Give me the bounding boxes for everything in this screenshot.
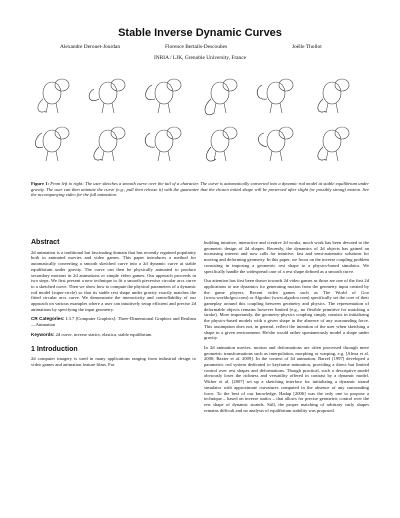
right-paragraph-3: In 2d animation movies, motion and deformations are often processed through mere geometric transformations such as interpolation, morphing or warping, e.g. [Alexa et al. 2000; Baxter et al. 2009]. In the context of 3d animation, Barzel [1997] developed a parametric rod system dedicated to keyframe animation, providing a direct but limited control over rest shapes and deformations. Though practical, such a descriptive model obviously loses the richness and versatility offered in contrast by a dynamic model. Wither et al. [2007] set up a sketching interface for initializing a dynamic strand simulator with approximate curvatures computed in the absence of any surrounding force. To the best of our knowledge, Hadap [2006] was the only one to propose a technique – based on inverse statics – that allows for precise geometric control over the rest shape of dynamic strands. Still, the proper matching of arbitrary curly shapes remains difficult and no analysis of equilibrium stability was proposed.	[204, 344, 369, 413]
keywords	[31, 332, 196, 338]
character-sketch	[318, 79, 349, 113]
right-column	[204, 240, 369, 417]
cr-text: I.3.7 [Computer Graphics]: Three-Dimensional Graphics and Realism—Animation	[31, 316, 196, 328]
author-name: Alexandre Derouet-Jourdan	[60, 44, 121, 50]
caption-text: From left to right: The user sketches a smooth curve over the tail of a character. The curve is automatically converted into a dynamic rod model at stable equilibrium under gravity. The user can then animate the curve (e.g., pull then release it) with the guarantee that the chosen initial shape will be preserved after slight (or possibly strong) motion. See the accompanying video for the full animation.	[31, 181, 370, 198]
character-sketch	[257, 79, 293, 113]
caption-label: Figure 1:	[31, 181, 49, 186]
left-column	[31, 240, 196, 372]
cr-label: CR Categories:	[31, 316, 65, 322]
character-sketch	[207, 127, 237, 161]
author-name: Joëlle Thollot	[292, 44, 322, 50]
character-sketch	[145, 127, 181, 161]
teaser-figure	[30, 63, 370, 168]
character-sketch	[205, 79, 237, 115]
cr-categories	[31, 316, 196, 327]
keywords-text: 2d curve, inverse statics, elastica, stable equilibrium	[55, 331, 152, 337]
keywords-label: Keywords:	[31, 331, 55, 337]
affiliation: INRIA / LJK, Grenoble University, France	[153, 55, 247, 61]
character-sketch	[89, 79, 125, 113]
right-paragraph-1: building intuitive, interactive and creative 2d works, much work has been devoted to the geometric design of 2d shapes. Recently, the dynamics of 2d objects has gained an increasing interest and now calls for intuitive, fast and semi-automatic solutions for moving and deforming geometry. In this paper, we focus on the inverse coupling problem consisting in imposing a geometric rest shape to a physics-based simulator. We specifically handle the widespread case of a rest shape defined as a smooth curve.	[204, 240, 369, 274]
paper-title: Stable Inverse Dynamic Curves	[118, 27, 282, 39]
abstract-heading: Abstract	[31, 239, 60, 246]
figure-caption	[31, 181, 369, 198]
character-sketch	[258, 127, 293, 161]
character-sketch	[35, 127, 69, 161]
character-sketch	[94, 127, 125, 161]
intro-heading: 1 Introduction	[31, 345, 78, 353]
character-sketch	[38, 79, 69, 113]
character-sketch	[318, 127, 349, 161]
abstract-text: 2d animation is a traditional but fascinating domain that has recently regained popularity both in animated movies and video games. This paper introduces a method for automatically converting a smooth sketched curve into a 2d dynamic curve at stable equilibrium under gravity. The curve can then be physically animated to produce secondary motions in 2d animations or simple video games. Our approach proceeds in two steps. We first present a new technique to fit a smooth piecewise circular arcs curve to a sketched curve. Then we show how to compute the physical parameters of a dynamic rod model (super-circle) so that its stable rest shape under gravity exactly matches the fitted circular arcs curve. We demonstrate the interactivity and controllability of our approach on various examples where a user can intuitively setup efficient and precise 2d animations by specifying the input geometry.	[31, 249, 196, 312]
intro-paragraph: 2d computer imagery is used in many applications ranging from industrial design to video games and animation feature films. For	[31, 356, 196, 367]
right-paragraph-2: Our attention has first been drawn towards 2d video games as those are one of the first 2d applications to use dynamics for generating motion from the geometry input created by the game players. Recent video games such as The World of Goo (www.worldofgoo.com) or Algodoo (www.algodoo.com) specifically set the core of their gameplay around this coupling between geometry and physics. The representation of deformable objects remains however limited (e.g., no flexible primitive for matching a stroke). More importantly, the geometry-physics coupling simply consists in initializing the physics-based models with a given shape in the absence of any surrounding force. This assumption does not, in general, reflect the intention of the user when sketching a shape in a given environment. He/she would rather spontaneously model a shape under gravity.	[204, 278, 369, 341]
author-name: Florence Bertails-Descoubes	[165, 44, 228, 50]
character-sketch	[146, 79, 181, 113]
